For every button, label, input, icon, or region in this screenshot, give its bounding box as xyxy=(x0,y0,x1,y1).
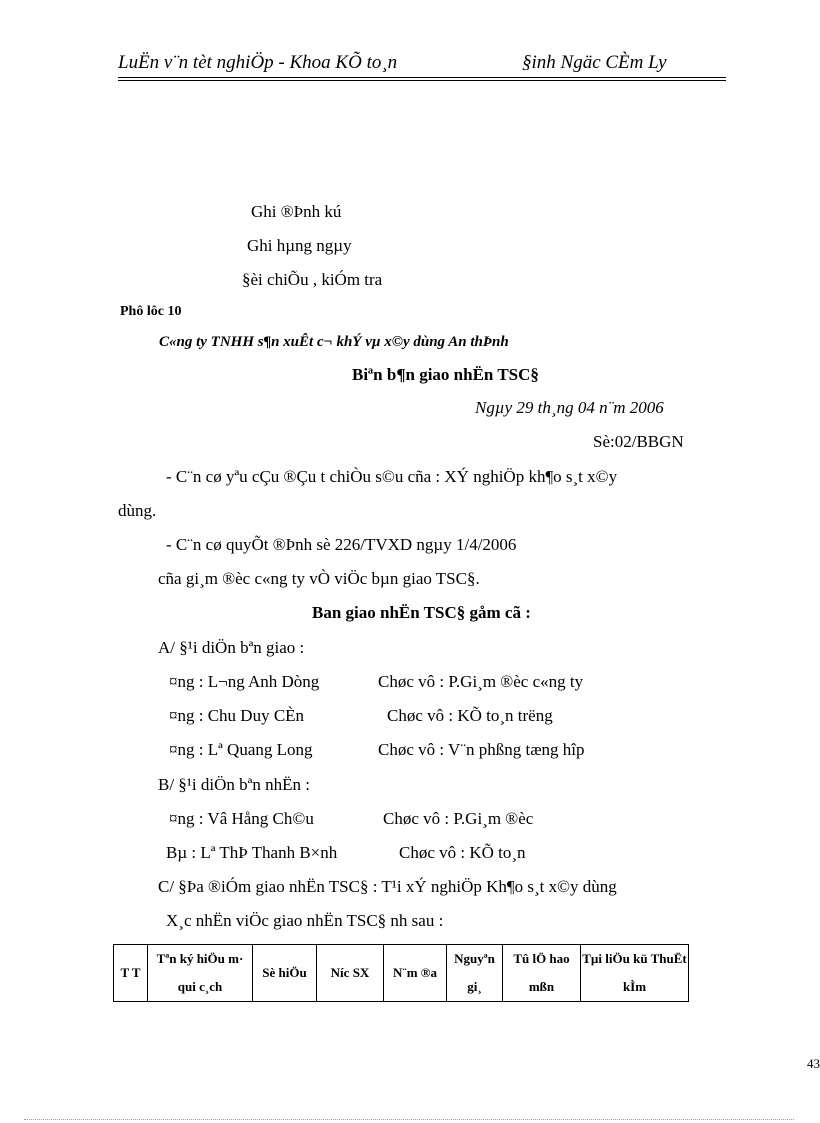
asset-table xyxy=(113,944,689,1002)
footer-rule xyxy=(24,1119,794,1120)
basis-line-2-cont: cña gi¸m ®èc c«ng ty vÒ viÖc bµn giao TSC§. xyxy=(158,569,480,588)
column-header-original-cost: Nguyªn gi¸ xyxy=(447,945,503,1002)
section-b-person-1-name: ¤ng : Vâ Hång Ch©u xyxy=(169,809,314,828)
section-b-person-2-name: Bµ : Lª ThÞ Thanh B×nh xyxy=(166,843,338,862)
basis-line-1: - C¨n cø yªu cÇu ®Çu t chiÒu s©u cña : XÝ nghiÖp kh¶o s¸t x©y xyxy=(166,467,618,486)
page-number: 43 xyxy=(807,1056,820,1071)
column-header-stt: T T xyxy=(114,945,148,1002)
section-a-person-3-name: ¤ng : Lª Quang Long xyxy=(169,740,313,759)
section-a-person-1-role: Chøc vô : P.Gi¸m ®èc c«ng ty xyxy=(378,672,584,691)
header-rule-bottom xyxy=(118,80,726,81)
note-daily: Ghi hµng ngµy xyxy=(247,236,352,255)
column-header-name-spec: Tªn ký hiÖu m· qui c¸ch xyxy=(148,945,253,1002)
section-a-person-2-name: ¤ng : Chu Duy CÈn xyxy=(169,706,305,725)
header-rule-top xyxy=(118,77,726,78)
section-a-title: A/ §¹i diÖn bªn giao : xyxy=(158,638,305,657)
column-header-technical-docs: Tµi liÖu kü ThuËt kÌm xyxy=(581,945,689,1002)
header-left: LuËn v¨n tèt nghiÖp - Khoa KÕ to¸n xyxy=(118,52,398,73)
section-a-person-1-name: ¤ng : L¬ng Anh Dòng xyxy=(169,672,320,691)
note-periodic: Ghi ®Þnh kú xyxy=(251,202,342,221)
column-header-country: Níc SX xyxy=(317,945,384,1002)
section-b-person-1-role: Chøc vô : P.Gi¸m ®èc xyxy=(383,809,534,828)
section-b-title: B/ §¹i diÖn bªn nhËn : xyxy=(158,775,310,794)
section-c-location: C/ §Þa ®iÓm giao nhËn TSC§ : T¹i xÝ nghiÖp Kh¶o s¸t x©y dùng xyxy=(158,877,617,896)
document-date: Ngµy 29 th¸ng 04 n¨m 2006 xyxy=(475,398,664,417)
header-right: §inh Ngäc CÈm Ly xyxy=(522,52,667,73)
section-b-person-2-role: Chøc vô : KÕ to¸n xyxy=(399,843,526,862)
basis-line-1-cont: dùng. xyxy=(118,501,157,520)
asset-table-header-row xyxy=(114,945,689,1002)
section-a-person-2-role: Chøc vô : KÕ to¸n trëng xyxy=(387,706,553,725)
committee-title: Ban giao nhËn TSC§ gåm cã : xyxy=(312,603,531,622)
document-title: Biªn b¶n giao nhËn TSC§ xyxy=(352,365,539,384)
section-c-confirmation: X¸c nhËn viÖc giao nhËn TSC§ nh sau : xyxy=(166,911,444,930)
column-header-serial: Sè hiÖu xyxy=(253,945,317,1002)
column-header-depreciation-rate: Tû lÖ hao mßn xyxy=(503,945,581,1002)
company-name: C«ng ty TNHH s¶n xuÊt c¬ khÝ vµ x©y dùng An thÞnh xyxy=(159,334,509,350)
basis-line-2: - C¨n cø quyÕt ®Þnh sè 226/TVXD ngµy 1/4/2006 xyxy=(166,535,517,554)
document-number: Sè:02/BBGN xyxy=(593,432,684,451)
appendix-label: Phô lôc 10 xyxy=(120,304,182,319)
note-crosscheck: §èi chiÕu , kiÓm tra xyxy=(242,270,383,289)
column-header-year: N¨m ®a xyxy=(384,945,447,1002)
section-a-person-3-role: Chøc vô : V¨n phßng tæng hîp xyxy=(378,740,585,759)
